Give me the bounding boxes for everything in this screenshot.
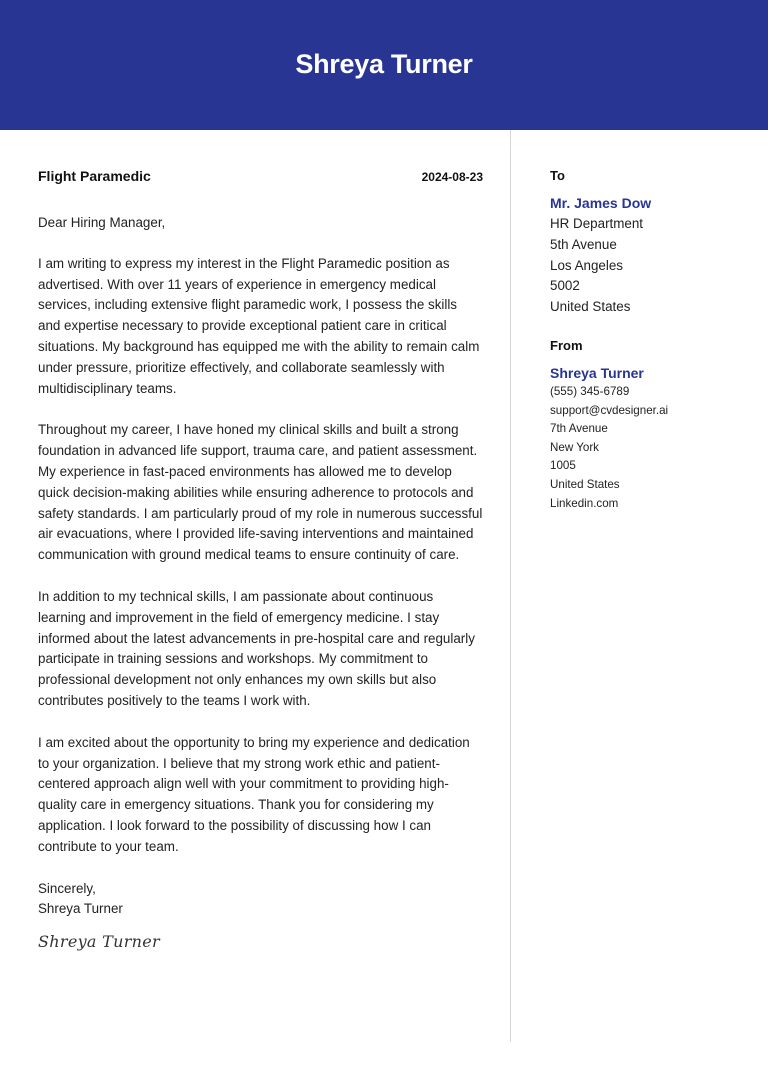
recipient-department: HR Department bbox=[550, 216, 644, 231]
sender-country: United States bbox=[550, 477, 620, 491]
contact-sidebar bbox=[550, 168, 750, 513]
sender-block bbox=[550, 338, 750, 513]
letter-body bbox=[38, 168, 483, 951]
sender-zip: 1005 bbox=[550, 459, 576, 473]
column-divider bbox=[510, 130, 511, 1042]
letter-header bbox=[0, 0, 768, 130]
recipient-zip: 5002 bbox=[550, 278, 580, 294]
paragraph-4: I am excited about the opportunity to bring my experience and dedication to your organization. I believe that my strong work ethic and patient-centered approach align well with your commitment to providing high-quality care in emergency situations. Thank you for considering my application. I look forward to the possibility of discussing how I can contribute to your team. bbox=[38, 734, 470, 854]
letter-meta bbox=[38, 168, 483, 184]
sender-name: Shreya Turner bbox=[550, 364, 644, 381]
sender-city: New York bbox=[550, 440, 599, 454]
sender-linkedin: Linkedin.com bbox=[550, 496, 619, 510]
sender-phone: (555) 345-6789 bbox=[550, 384, 630, 398]
recipient-block bbox=[550, 168, 750, 318]
paragraph-2: Throughout my career, I have honed my clinical skills and built a strong foundation in advanced life support, trauma care, and patient assessment. My experience in fast-paced environments has allowed me to develop quick decision-making abilities while ensuring adherence to protocols and safety standards. I am particularly proud of my role in numerous successful air evacuations, where I provided life-saving interventions and maintained communication with ground medical teams to ensure continuity of care. bbox=[38, 422, 483, 563]
recipient-country: United States bbox=[550, 299, 631, 315]
from-heading: From bbox=[550, 337, 583, 353]
to-heading: To bbox=[550, 168, 565, 183]
recipient-name: Mr. James Dow bbox=[550, 195, 652, 211]
letter-date: 2024-08-23 bbox=[421, 170, 483, 184]
job-title: Flight Paramedic bbox=[38, 168, 151, 184]
closing: Sincerely, bbox=[38, 880, 96, 896]
signature: Shreya Turner bbox=[38, 932, 160, 952]
paragraph-1: I am writing to express my interest in the Flight Paramedic position as advertised. With over 11 years of experience in emergency medical services, including extensive flight paramedic work, I possess the skills and expertise necessary to provide exceptional patient care in critical situations. My background has equipped me with the ability to remain calm under pressure, prioritize effectively, and collaborate seamlessly with multidisciplinary teams. bbox=[38, 255, 480, 396]
paragraph-3: In addition to my technical skills, I am passionate about continuous learning and improvement in the field of emergency medicine. I stay informed about the latest advancements in pre-hospital care and regularly participate in training sessions and workshops. My commitment to professional development not only enhances my own skills but also contributes positively to the teams I work with. bbox=[38, 588, 475, 708]
header-name: Shreya Turner bbox=[295, 48, 473, 79]
recipient-street: 5th Avenue bbox=[550, 236, 617, 252]
sender-street: 7th Avenue bbox=[550, 422, 608, 436]
closing-name: Shreya Turner bbox=[38, 901, 123, 917]
sender-email: support@cvdesigner.ai bbox=[550, 403, 669, 417]
recipient-city: Los Angeles bbox=[550, 257, 623, 273]
salutation: Dear Hiring Manager, bbox=[38, 215, 166, 230]
